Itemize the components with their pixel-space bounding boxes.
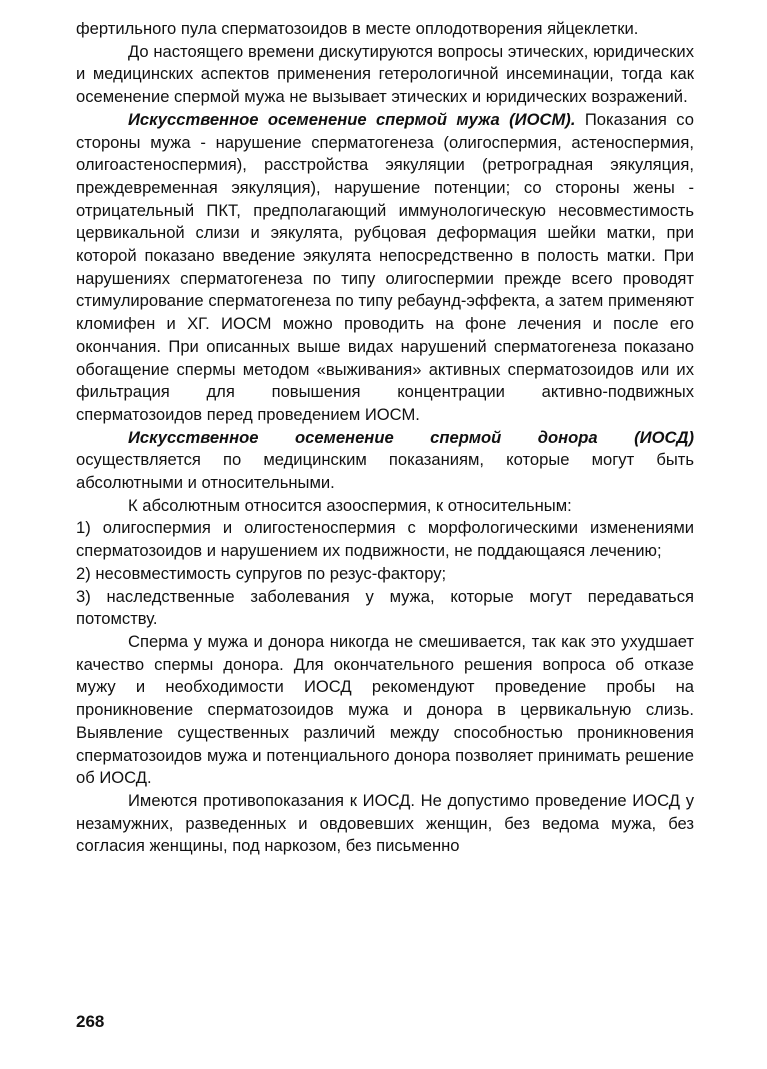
list-item-text: 2) несовместимость супругов по резус-фактору; [76,563,447,583]
paragraph-text: Сперма у мужа и донора никогда не смешивается, так как это ухудшает качество спермы донора. Для окончательного решения вопроса об отказе мужу и необходимости ИОСД рекомендуют проведение пробы на проникновение сперматозоидов мужа и донора в цервикальную слизь. Выявление существенных различий между способностью проникновения сперматозоидов мужа и потенциального донора позволяет принимать решение об ИОСД. [76,631,694,788]
paragraph-contraindications [76,790,694,858]
section-heading-iosm: Искусственное осеменение спермой мужа (ИОСМ). [128,109,576,129]
paragraph-text: фертильного пула сперматозоидов в месте оплодотворения яйцеклетки. [76,19,639,38]
paragraph-absolute-indications [76,495,694,518]
paragraph-text: Показания со стороны мужа - нарушение сперматогенеза (олигоспермия, астеноспермия, олигоастеноспермия), расстройства эякуляции (ретроградная эякуляция, преждевременная эякуляция), нарушение потенции; со стороны жены - отрицательный ПКТ, предполагающий иммунологическую несовместимость цервикальной слизи и эякулята, рубцовая деформация шейки матки, при которой показано введение эякулята непосредственно в полость матки. При нарушениях сперматогенеза по типу олигоспермии прежде всего проводят стимулирование сперматогенеза по типу ребаунд-эффекта, а затем применяют кломифен и ХГ. ИОСМ можно проводить на фоне лечения и после его окончания. При описанных выше видах нарушений сперматогенеза показано обогащение спермы методом «выживания» активных сперматозоидов или их фильтрация для повышения концентрации активно-подвижных сперматозоидов перед проведением ИОСМ. [76,109,694,424]
section-heading-iosd: Искусственное осеменение спермой донора (ИОСД) [128,427,694,447]
paragraph-text: До настоящего времени дискутируются вопросы этических, юридических и медицинских аспектов применения гетерологичной инсеминации, тогда как осеменение спермой мужа не вызывает этических и юридических возражений. [76,41,694,107]
list-item-3 [76,586,694,631]
paragraph-ethics [76,41,694,109]
list-item-1 [76,517,694,562]
paragraph-text: К абсолютным относится азооспермия, к относительным: [128,495,572,515]
paragraph-iosm [76,109,694,427]
list-item-text: 3) наследственные заболевания у мужа, которые могут передаваться потомству. [76,586,694,629]
paragraph-iosd [76,427,694,495]
list-item-2 [76,563,694,586]
paragraph-sperm-mixing [76,631,694,790]
paragraph-continuation [76,18,694,41]
book-page [76,18,694,858]
list-item-text: 1) олигоспермия и олигостеноспермия с морфологическими изменениями сперматозоидов и нарушением их подвижности, не поддающаяся лечению; [76,518,694,561]
paragraph-text: Имеются противопоказания к ИОСД. Не допустимо проведение ИОСД у незамужних, разведенных и овдовевших женщин, без ведома мужа, без согласия женщины, под наркозом, без письменно [76,790,694,856]
page-number: 268 [76,1012,105,1031]
paragraph-text: осуществляется по медицинским показаниям, которые могут быть абсолютными и относительными. [76,450,694,493]
